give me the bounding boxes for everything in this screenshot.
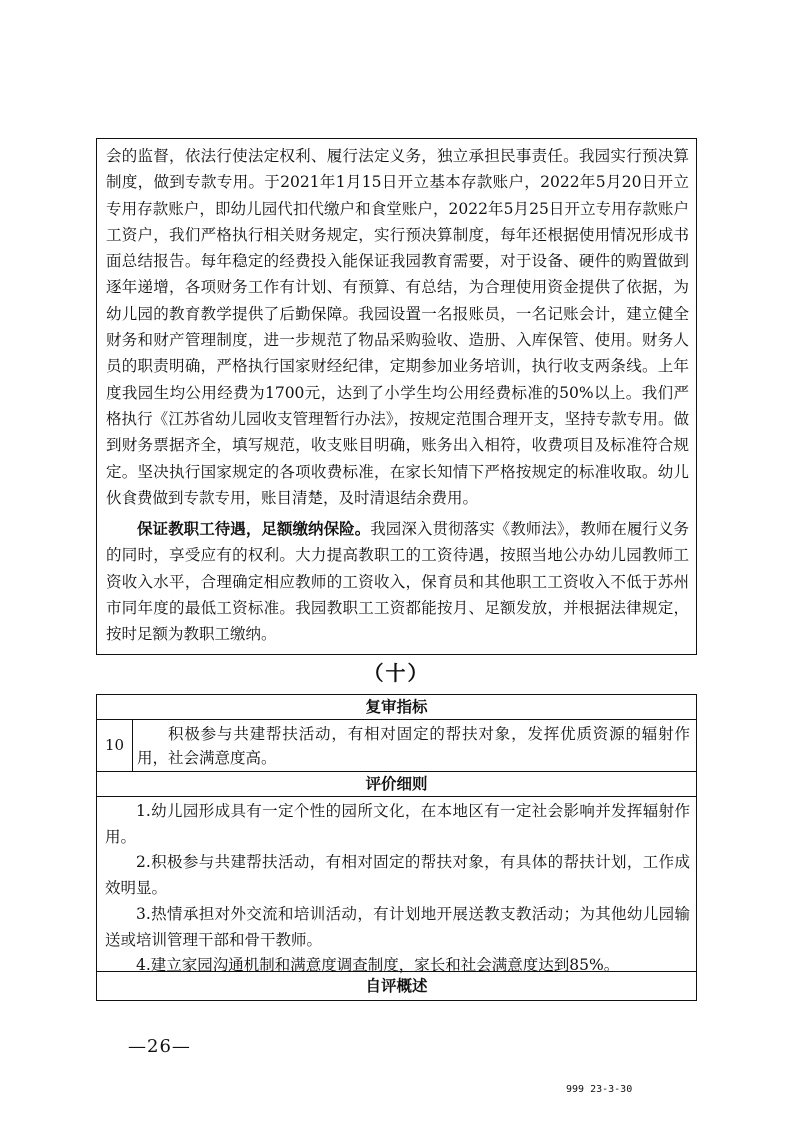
indicator-row	[97, 720, 696, 772]
paragraph-finance: 会的监督，依法行使法定权利、履行法定义务，独立承担民事责任。我园实行预决算制度，做到专款专用。于2021年1月15日开立基本存款账户，2022年5月20日开立专用存款账户，即幼儿园代扣代缴户和食堂账户，2022年5月25日开立专用存款账户工资户，我们严格执行相关财务规定，实行预决算制度，每年还根据使用情况形成书面总结报告。每年稳定的经费投入能保证我园教育需要，对于设备、硬件的购置做到逐年递增，各项财务工作有计划、有预算、有总结，为合理使用资金提供了依据，为幼儿园的教育教学提供了后勤保障。我园设置一名报账员，一名记账会计，建立健全财务和财产管理制度，进一步规范了物品采购验收、造册、入库保管、使用。财务人员的职责明确，严格执行国家财经纪律，定期参加业务培训，执行收支两条线。上年度我园生均公用经费为1700元，达到了小学生均公用经费标准的50%以上。我们严格执行《江苏省幼儿园收支管理暂行办法》，按规定范围合理开支，坚持专款专用。做到财务票据齐全，填写规范，收支账目明确，账务出入相符，收费项目及标准符合规定。坚决执行国家规定的各项收费标准，在家长知情下严格按规定的标准收取。幼儿伙食费做到专款专用，账目清楚，及时清退结余费用。	[106, 147, 689, 507]
criteria-item: 2.积极参与共建帮扶活动，有相对固定的帮扶对象，有具体的帮扶计划，工作成效明显。	[105, 853, 690, 898]
paragraph-body: 我园深入贯彻落实《教师法》，教师在履行义务的同时，享受应有的权利。大力提高教职工的工资待遇，按照当地公办幼儿园教师工资收入水平，合理确定相应教师的工资收入，保育员和其他职工工资收入不低于苏州市同年度的最低工资标准。我园教职工工资都能按月、足额发放，并根据法律规定，按时足额为教职工缴纳。	[106, 520, 689, 644]
header-self-evaluation: 自评概述	[97, 971, 696, 999]
criteria-item: 4.建立家园沟通机制和满意度调查制度，家长和社会满意度达到85%。	[136, 956, 620, 975]
text-box	[96, 138, 697, 655]
header-evaluation-criteria: 评价细则	[97, 772, 696, 797]
paragraph-staff-pay	[106, 516, 689, 647]
review-table	[96, 694, 697, 1001]
print-stamp: 999 23-3-30	[566, 1084, 633, 1095]
indicator-number: 10	[97, 720, 133, 771]
indicator-text: 积极参与共建帮扶活动，有相对固定的帮扶对象，发挥优质资源的辐射作用，社会满意度高。	[137, 725, 690, 767]
page-number: —26—	[128, 1036, 191, 1057]
paragraph-heading: 保证教职工待遇，足额缴纳保险。	[137, 519, 371, 538]
criteria-item: 1.幼儿园形成具有一定个性的园所文化，在本地区有一定社会影响并发挥辐射作用。	[105, 802, 690, 846]
criteria-list	[105, 799, 690, 979]
criteria-item: 3.热情承担对外交流和培训活动，有计划地开展送教支教活动；为其他幼儿园输送或培训管理干部和骨干教师。	[105, 904, 690, 949]
header-review-indicator: 复审指标	[97, 695, 696, 720]
section-title: （十）	[363, 661, 430, 685]
